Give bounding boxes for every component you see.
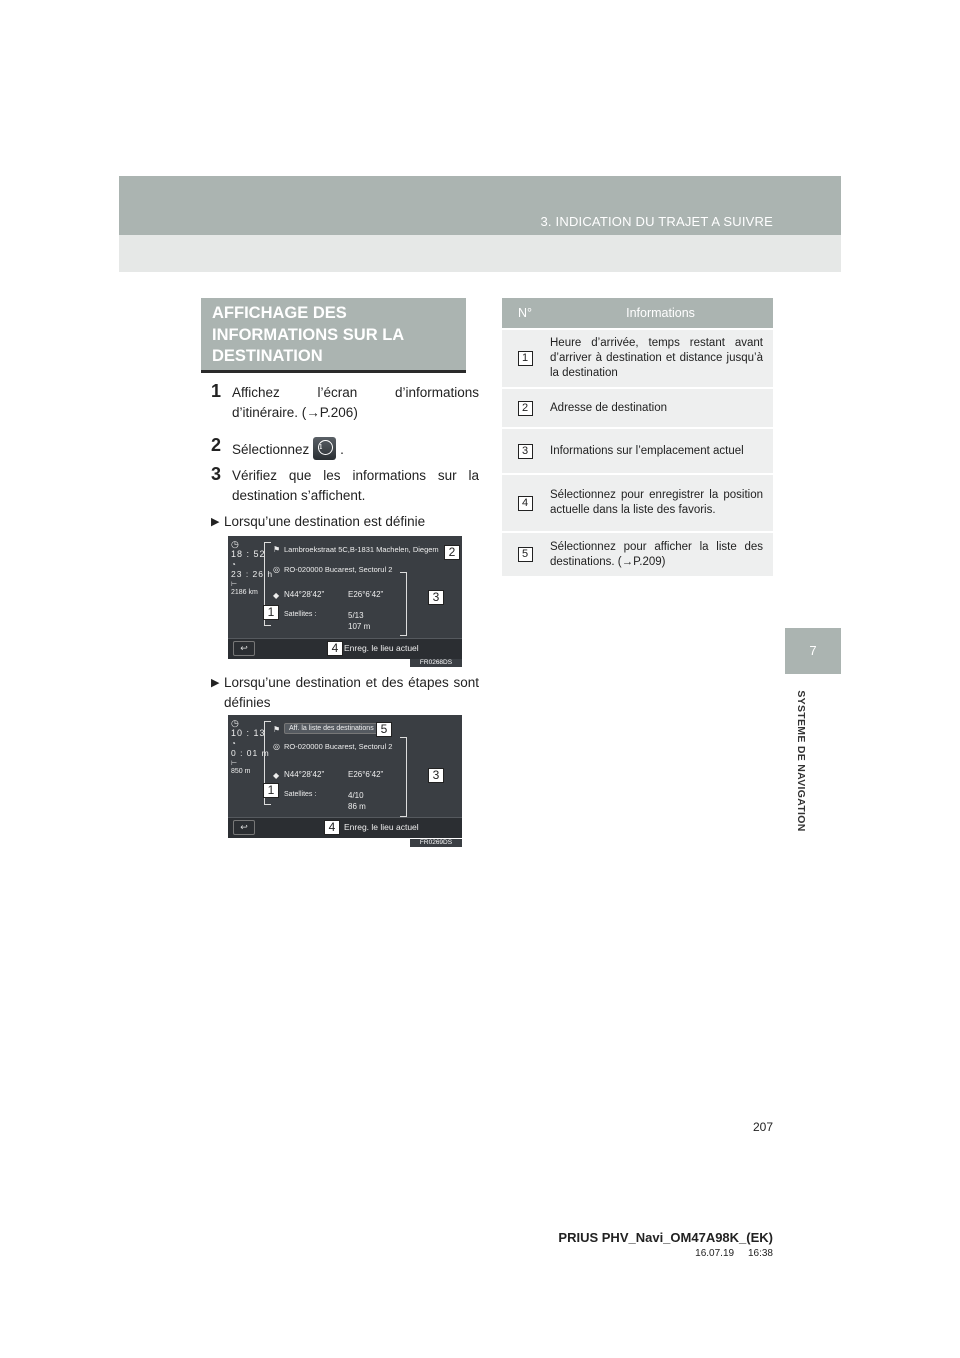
bottom-bar <box>228 817 462 838</box>
step-3: 3 Vérifiez que les informations sur la destination s’affichent. <box>211 464 479 503</box>
save-location-button[interactable]: Enreg. le lieu actuel <box>344 643 419 653</box>
section-title: AFFICHAGE DES INFORMATIONS SUR LA DESTINATION <box>212 304 404 365</box>
info-icon: i <box>313 437 336 460</box>
table-row: 1 Heure d’arrivée, temps restant avant d’arriver à destination et distance jusqu’à la destination <box>502 329 773 388</box>
distance-icon: ⊢ <box>231 760 238 767</box>
distance-icon: ⊢ <box>231 581 238 588</box>
address-icon: ◎ <box>273 742 280 751</box>
callout-5: 5 <box>376 722 392 737</box>
col-number: N° <box>502 298 548 329</box>
header-title: 3. INDICATION DU TRAJET A SUIVRE <box>540 214 773 229</box>
step-1: 1 Affichez l’écran d’informations d’itinéraire. (→P.206) <box>211 381 479 420</box>
table-row: 5 Sélectionnez pour afficher la liste des destinations. (→P.209) <box>502 532 773 576</box>
chapter-tab: 7 <box>785 628 841 674</box>
arrow-right-icon: ▶ <box>211 516 220 528</box>
page-header <box>119 176 841 272</box>
timer-icon: ◔ <box>231 739 236 748</box>
figure-code: FR0269DS <box>410 839 462 847</box>
screenshot-destination: ◷ 18 : 52 ◔ 23 : 26 h ⊢ 2186 km ⚑ Lambroekstraat 5C,B-1831 Machelen, Diegem ◎ RO-020000 Bucarest, Sectorul 2 ◆ N44°28’42” E26°6’42” Satellites : 5/13 107 m ↩ Enreg. le lieu actuel <box>228 536 462 659</box>
bullet-single-destination: ▶ Lorsqu’une destination est définie <box>211 512 479 532</box>
bottom-bar <box>228 638 462 659</box>
back-button[interactable]: ↩ <box>233 641 255 656</box>
callout-1: 1 <box>263 605 279 620</box>
position-icon: ◆ <box>273 591 280 600</box>
page-number: 207 <box>752 1120 773 1134</box>
document-id: PRIUS PHV_Navi_OM47A98K_(EK) <box>558 1230 773 1245</box>
figure-code: FR0268DS <box>410 659 462 667</box>
back-button[interactable]: ↩ <box>233 820 255 835</box>
chapter-side-label: SYSTEME DE NAVIGATION <box>795 690 807 832</box>
callout-1: 1 <box>263 783 279 798</box>
bracket-3 <box>400 572 407 636</box>
timestamp: 16.07.19 16:38 <box>695 1248 773 1259</box>
clock-icon: ◷ <box>231 718 239 728</box>
address-icon: ◎ <box>273 565 280 574</box>
callout-3: 3 <box>428 590 444 605</box>
table-header-row <box>502 298 773 329</box>
bracket-3 <box>400 737 407 817</box>
position-icon: ◆ <box>273 771 280 780</box>
flag-icon: ⚑ <box>273 545 281 554</box>
table-row: 4 Sélectionnez pour enregistrer la position actuelle dans la liste des favoris. <box>502 474 773 532</box>
timer-icon: ◔ <box>231 560 236 569</box>
bullet-destination-stages: ▶ Lorsqu’une destination et des étapes sont définies <box>211 675 479 710</box>
step-2: 2 Sélectionnez i . <box>211 437 479 460</box>
callout-2: 2 <box>444 545 460 560</box>
save-location-button[interactable]: Enreg. le lieu actuel <box>344 822 419 832</box>
callout-4: 4 <box>327 641 343 656</box>
screenshot-destinations-stages: ◷ 10 : 13 ◔ 0 : 01 m ⊢ 850 m ⚑ Aff. la liste des destinations ◎ RO-020000 Bucarest, Sectorul 2 ◆ N44°28’42” E26°6’42” Satellites : 4/10 86 m ↩ Enreg. le lieu actuel <box>228 715 462 838</box>
callout-4: 4 <box>324 820 340 835</box>
section-underline <box>201 370 466 373</box>
flag-icon: ⚑ <box>273 725 281 734</box>
clock-icon: ◷ <box>231 539 239 549</box>
destination-list-button[interactable]: Aff. la liste des destinations <box>284 723 379 734</box>
col-information: Informations <box>548 298 773 329</box>
arrow-right-icon: ▶ <box>211 677 220 689</box>
callout-3: 3 <box>428 768 444 783</box>
table-row: 3 Informations sur l’emplacement actuel <box>502 428 773 474</box>
info-table <box>502 298 773 576</box>
table-row: 2 Adresse de destination <box>502 388 773 428</box>
